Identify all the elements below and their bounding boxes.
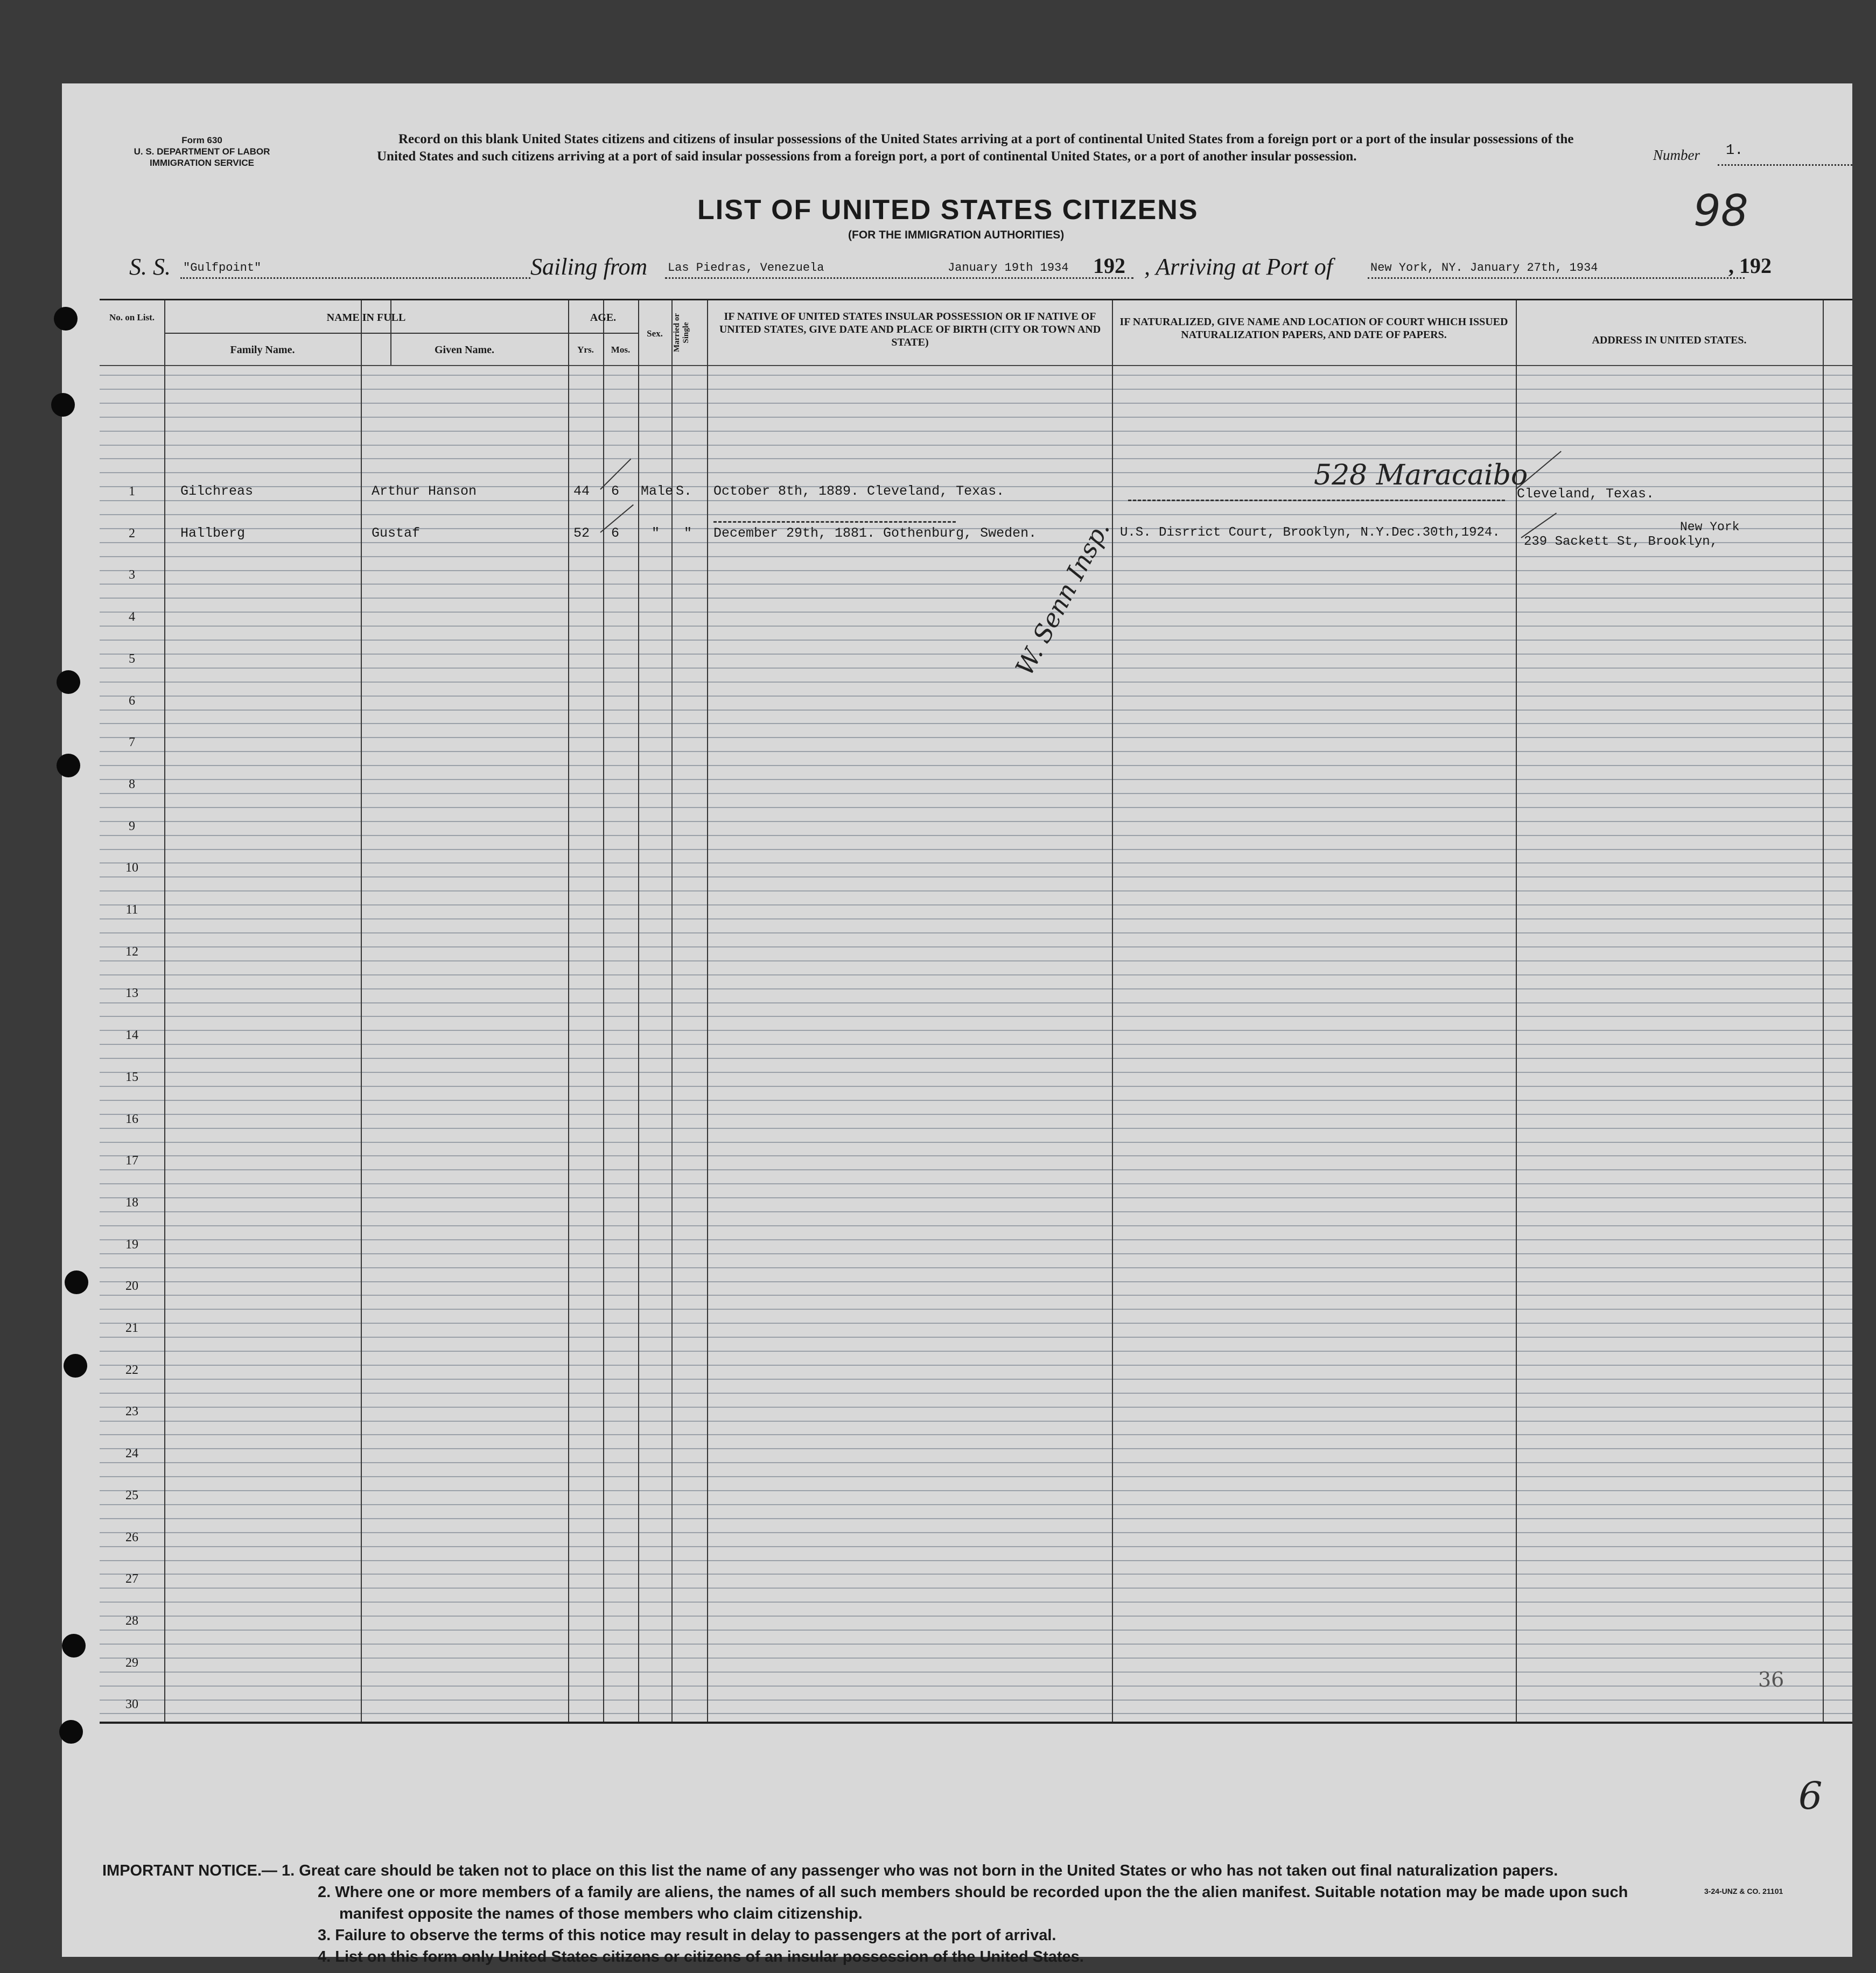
- row-number: 17: [125, 1154, 138, 1168]
- row-number: 26: [125, 1530, 138, 1544]
- page-title: LIST OF UNITED STATES CITIZENS: [697, 194, 1199, 226]
- important-notice: [102, 1860, 1628, 1968]
- rule-line: [100, 1128, 1852, 1129]
- rule-line: [100, 1504, 1852, 1505]
- rule-line: [100, 1225, 1852, 1226]
- rule-line: [100, 1295, 1852, 1296]
- row2-birth: December 29th, 1881. Gothenburg, Sweden.: [713, 525, 1037, 541]
- rule-line: [100, 1323, 1852, 1324]
- row1-marital: S.: [676, 483, 692, 499]
- form-number: Form 630: [181, 135, 222, 145]
- rule-line: [100, 723, 1852, 724]
- rule-line: [100, 403, 1852, 404]
- row-number: 24: [125, 1447, 138, 1461]
- arriving-label: , Arriving at Port of: [1144, 254, 1333, 280]
- header-no: No. on List.: [109, 312, 155, 322]
- rule-line: [100, 1114, 1852, 1115]
- handwritten-naturalization-note: 528 Maracaibo: [1314, 459, 1528, 492]
- sheet-number: 98: [1693, 186, 1748, 236]
- header-sex: Sex.: [647, 328, 663, 339]
- binder-hole: [57, 754, 80, 777]
- rule-line: [100, 1700, 1852, 1701]
- row2-address-state: New York: [1680, 520, 1740, 534]
- row-number: 14: [125, 1028, 138, 1042]
- rule-line: [100, 570, 1852, 571]
- rule-line: [100, 682, 1852, 683]
- form-identifier: [110, 135, 293, 168]
- rule-line: [100, 1016, 1852, 1017]
- row-number: 22: [125, 1363, 138, 1377]
- rule-line: [100, 1476, 1852, 1477]
- rule-line: [100, 1490, 1852, 1491]
- binder-hole: [51, 393, 75, 417]
- rule-line: [100, 960, 1852, 961]
- row2-months: 6: [611, 525, 620, 541]
- rule-line: [100, 1616, 1852, 1617]
- header-given-name: Given Name.: [434, 344, 495, 356]
- rule-line: [100, 1379, 1852, 1380]
- row2-family-name: Hallberg: [180, 525, 246, 541]
- rule-line: [100, 835, 1852, 836]
- rule-line: [100, 584, 1852, 585]
- rule-line: [100, 1281, 1852, 1282]
- binder-hole: [65, 1270, 88, 1294]
- row-number: 29: [125, 1656, 138, 1670]
- printer-mark: 3-24-UNZ & CO. 21101: [1704, 1887, 1783, 1895]
- row-number: 23: [125, 1405, 138, 1419]
- rule-line: [100, 751, 1852, 752]
- service: IMMIGRATION SERVICE: [150, 158, 254, 168]
- rule-line: [100, 431, 1852, 432]
- arriving-line: [1368, 277, 1745, 279]
- sailing-from: Las Piedras, Venezuela: [668, 261, 824, 275]
- header-mos: Mos.: [611, 345, 631, 355]
- row-number: 2: [129, 526, 135, 540]
- rule-line: [100, 668, 1852, 669]
- header-age: AGE.: [590, 312, 617, 324]
- row-number: 13: [125, 986, 138, 1000]
- rule-line: [100, 640, 1852, 641]
- ss-label: S. S.: [129, 254, 171, 280]
- rule-line: [100, 1253, 1852, 1254]
- ship-line: [180, 277, 530, 279]
- binder-hole: [57, 670, 80, 694]
- row-number: 16: [125, 1112, 138, 1126]
- row1-address: Cleveland, Texas.: [1517, 486, 1655, 502]
- rule-line: [100, 1574, 1852, 1575]
- rule-line: [100, 821, 1852, 822]
- rule-line: [100, 1142, 1852, 1143]
- row2-marital: ": [684, 525, 692, 541]
- rule-line: [100, 918, 1852, 919]
- row-number: 1: [129, 485, 135, 498]
- header-family-name: Family Name.: [230, 344, 295, 356]
- rule-line: [100, 626, 1852, 627]
- rule-line: [100, 472, 1852, 473]
- rule-line: [100, 514, 1852, 515]
- row-number: 5: [129, 652, 135, 666]
- arriving-port: New York, NY. January 27th, 1934: [1370, 261, 1598, 275]
- number-label: Number: [1653, 147, 1700, 163]
- page-count: 36: [1758, 1668, 1784, 1691]
- rule-line: [100, 1602, 1852, 1603]
- row-number: 10: [125, 861, 138, 875]
- row2-sex: ": [652, 525, 660, 541]
- row-number: 15: [125, 1070, 138, 1084]
- rule-line: [100, 417, 1852, 418]
- sailing-line: [665, 277, 1133, 279]
- header-yrs: Yrs.: [577, 345, 594, 355]
- row-number: 7: [129, 735, 135, 749]
- row-number: 18: [125, 1196, 138, 1210]
- rule-line: [100, 1197, 1852, 1198]
- number-value: 1.: [1726, 143, 1744, 159]
- rule-line: [100, 1030, 1852, 1031]
- rule-line: [100, 1658, 1852, 1659]
- rule-line: [100, 458, 1852, 459]
- rule-line: [100, 765, 1852, 766]
- row-number: 27: [125, 1572, 138, 1586]
- binder-hole: [54, 307, 78, 331]
- rule-line: [100, 1267, 1852, 1268]
- rule-line: [100, 612, 1852, 613]
- notice-item-2-cont: manifest opposite the names of those members who claim citizenship.: [339, 1905, 863, 1922]
- row2-years: 52: [573, 525, 590, 541]
- page-subtitle: (FOR THE IMMIGRATION AUTHORITIES): [848, 229, 1065, 241]
- header-birth: IF NATIVE OF UNITED STATES INSULAR POSSESSION OR IF NATIVE OF UNITED STATES, GIVE DATE AND PLACE OF BIRTH (CITY OR TOWN AND STATE): [719, 311, 1101, 348]
- notice-title: IMPORTANT NOTICE.—: [102, 1862, 277, 1879]
- rule-line: [100, 1630, 1852, 1631]
- row-number: 28: [125, 1614, 138, 1628]
- row1-birth: October 8th, 1889. Cleveland, Texas.: [713, 483, 1005, 499]
- row2-naturalization: U.S. Disrrict Court, Brooklyn, N.Y.Dec.30th,1924.: [1120, 525, 1500, 540]
- rule-line: [100, 1672, 1852, 1673]
- rule-line: [100, 1462, 1852, 1463]
- rule-line: [100, 974, 1852, 975]
- sailing-label: Sailing from: [530, 254, 648, 280]
- row2-address: 239 Sackett St, Brooklyn,: [1524, 535, 1718, 549]
- header-naturalized: IF NATURALIZED, GIVE NAME AND LOCATION OF COURT WHICH ISSUED NATURALIZATION PAPERS, AND DATE OF PAPERS.: [1119, 316, 1508, 341]
- rule-line: [100, 654, 1852, 655]
- rule-line: [100, 1393, 1852, 1394]
- rule-line: [100, 445, 1852, 446]
- department: U. S. DEPARTMENT OF LABOR: [134, 146, 270, 157]
- row1-years: 44: [573, 483, 590, 499]
- rule-line: [100, 1155, 1852, 1156]
- side-number: 6: [1798, 1774, 1823, 1818]
- rule-line: [100, 737, 1852, 738]
- binder-hole: [62, 1634, 86, 1658]
- header-address: ADDRESS IN UNITED STATES.: [1592, 334, 1747, 346]
- rule-line: [100, 696, 1852, 697]
- notice-item-1: 1. Great care should be taken not to place on this list the name of any passenger who was not born in the United States or who has not taken out final naturalization papers.: [281, 1862, 1558, 1879]
- rule-line: [100, 1002, 1852, 1003]
- row-number: 25: [125, 1488, 138, 1502]
- manifest-sheet: [62, 83, 1852, 1965]
- rule-line: [100, 988, 1852, 989]
- rule-line: [100, 1100, 1852, 1101]
- rule-line: [100, 1337, 1852, 1338]
- rule-line: [100, 1183, 1852, 1184]
- rule-line: [100, 598, 1852, 599]
- rule-line: [100, 1169, 1852, 1170]
- passenger-table: [100, 299, 1852, 1724]
- rule-line: [100, 1365, 1852, 1366]
- ship-name: "Gulfpoint": [183, 261, 262, 275]
- row-number: 6: [129, 694, 135, 708]
- rule-line: [100, 556, 1852, 557]
- row1-months: 6: [611, 483, 620, 499]
- instructions: Record on this blank United States citizens and citizens of insular possessions of the United States arriving at a port of continental United States from a foreign port or a port of the insular possessions of the United States and such citizens arriving at a port of said insular possessions from a foreign port, a port of continental United States, or a port of another insular possession.: [377, 132, 1574, 164]
- rule-line: [100, 375, 1852, 376]
- sailing-year-print: 192: [1093, 254, 1125, 278]
- notice-item-4: 4. List on this form only United States citizens or citizens of an insular possession of the United States.: [318, 1948, 1084, 1965]
- row1-given-name: Arthur Hanson: [372, 483, 477, 499]
- rule-line: [100, 807, 1852, 808]
- rule-line: [100, 1686, 1852, 1687]
- rule-line: [100, 1309, 1852, 1310]
- notice-item-3: 3. Failure to observe the terms of this notice may result in delay to passengers at the port of arrival.: [318, 1927, 1056, 1944]
- rule-line: [100, 1351, 1852, 1352]
- row-number: 21: [125, 1321, 138, 1335]
- sailing-date: January 19th 1934: [948, 261, 1069, 275]
- row2-given-name: Gustaf: [372, 525, 421, 541]
- row1-family-name: Gilchreas: [180, 483, 254, 499]
- rule-line: [100, 904, 1852, 905]
- rule-line: [100, 1588, 1852, 1589]
- rule-line: [100, 1239, 1852, 1240]
- rule-line: [100, 1072, 1852, 1073]
- rule-line: [100, 1546, 1852, 1547]
- number-line: [1718, 164, 1852, 166]
- rule-line: [100, 1448, 1852, 1449]
- row-number: 12: [125, 945, 138, 959]
- row-number: 20: [125, 1279, 138, 1293]
- rule-line: [100, 389, 1852, 390]
- arriving-year-print: , 192: [1728, 254, 1772, 278]
- notice-item-2: 2. Where one or more members of a family are aliens, the names of all such members should be recorded upon the the alien manifest. Suitable notation may be made upon such: [318, 1884, 1628, 1901]
- rule-line: [100, 1532, 1852, 1533]
- binder-hole: [64, 1354, 87, 1378]
- row-number: 4: [129, 610, 135, 624]
- row1-sex: Male: [641, 483, 674, 499]
- handwritten-inspector-note: W. Senn Insp.: [1010, 516, 1116, 680]
- rule-line: [100, 779, 1852, 780]
- row-number: 30: [125, 1697, 138, 1711]
- rule-line: [100, 1044, 1852, 1045]
- rule-line: [100, 932, 1852, 933]
- rule-line: [100, 1644, 1852, 1645]
- rule-line: [100, 1560, 1852, 1561]
- rule-line: [100, 862, 1852, 863]
- row-number: 19: [125, 1238, 138, 1252]
- rule-line: [100, 1421, 1852, 1422]
- header-name-in-full: NAME IN FULL: [326, 312, 406, 324]
- row-number: 9: [129, 819, 135, 833]
- rule-line: [100, 946, 1852, 947]
- rule-line: [100, 1058, 1852, 1059]
- row-number: 11: [125, 903, 138, 917]
- rule-line: [100, 876, 1852, 877]
- rule-line: [100, 1518, 1852, 1519]
- rule-line: [100, 890, 1852, 891]
- rule-line: [100, 1407, 1852, 1408]
- rule-line: [100, 1713, 1852, 1714]
- header-married: Married or Single: [673, 313, 690, 353]
- rule-line: [100, 793, 1852, 794]
- row-number: 8: [129, 777, 135, 791]
- rule-line: [100, 710, 1852, 711]
- row-number: 3: [129, 568, 135, 582]
- rule-line: [100, 1211, 1852, 1212]
- rule-line: [100, 1086, 1852, 1087]
- rule-line: [100, 1434, 1852, 1435]
- binder-hole: [59, 1720, 83, 1744]
- rule-line: [100, 849, 1852, 850]
